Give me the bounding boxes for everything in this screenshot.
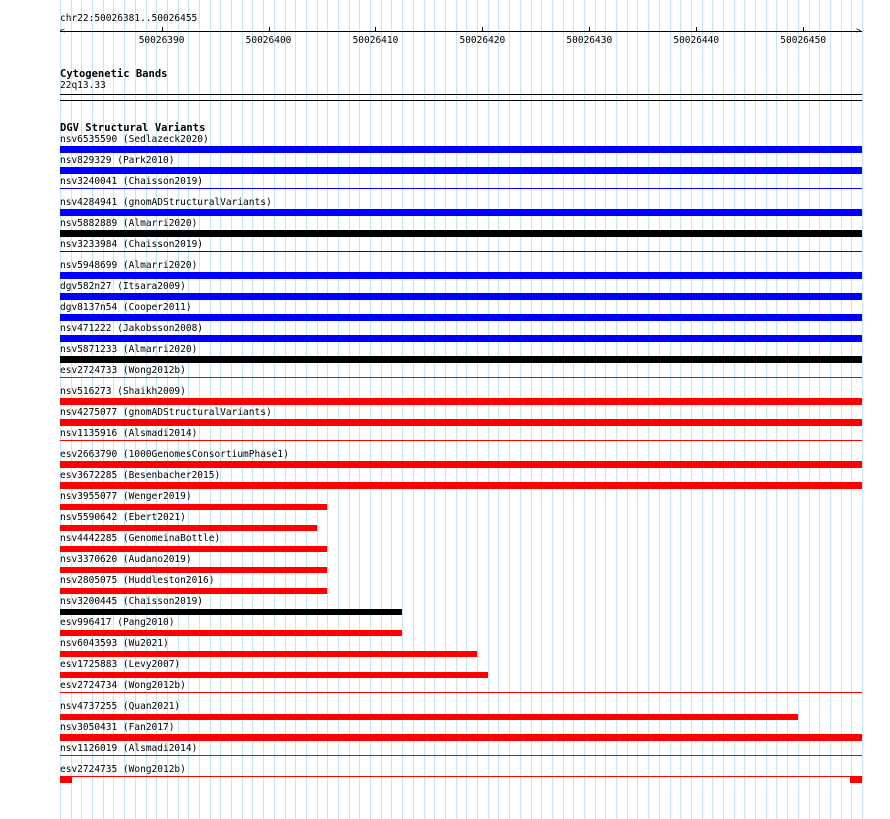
variant-end-block[interactable] [850,777,862,783]
variant-study: Almarri2020 [128,344,192,355]
grid-line [819,0,820,819]
variant-bar[interactable] [60,609,402,615]
variant-study: Almarri2020 [128,218,192,229]
variant-id: nsv6043593 [60,638,118,649]
grid-line [595,0,596,819]
grid-line [434,0,435,819]
grid-line [734,0,735,819]
variant-study: Chaisson2019 [128,176,198,187]
grid-line [274,0,275,819]
variant-id: nsv516273 [60,386,112,397]
variant-label[interactable]: nsv5948699 (Almarri2020) [60,260,198,271]
grid-line [798,0,799,819]
grid-line [755,0,756,819]
variant-study: Wu2021 [128,638,163,649]
variant-label[interactable]: nsv5871233 (Almarri2020) [60,344,198,355]
variant-study: GenomeinaBottle [128,533,215,544]
variant-label[interactable]: nsv4284941 (gnomADStructuralVariants) [60,197,272,208]
variant-study: Jakobsson2008 [122,323,198,334]
variant-label[interactable]: nsv3050431 (Fan2017) [60,722,175,733]
variant-id: nsv2805075 [60,575,118,586]
variant-label[interactable]: nsv516273 (Shaikh2009) [60,386,186,397]
variant-label[interactable]: nsv3370620 (Audano2019) [60,554,192,565]
variant-id: nsv4737255 [60,701,118,712]
variant-bar[interactable] [60,567,327,573]
grid-line [424,0,425,819]
variant-bar[interactable] [60,420,862,426]
grid-line [841,0,842,819]
grid-line [285,0,286,819]
variant-id: nsv3233984 [60,239,118,250]
ruler-tick-label: 50026450 [780,35,827,46]
variant-id: nsv3200445 [60,596,118,607]
variant-label[interactable]: nsv6535590 (Sedlazeck2020) [60,134,209,145]
grid-line [766,0,767,819]
variant-label[interactable]: nsv1126019 (Alsmadi2014) [60,743,198,754]
variant-study: gnomADStructuralVariants [128,407,266,418]
ruler-tick [482,27,483,32]
grid-line [520,0,521,819]
grid-line [670,0,671,819]
variant-span-line[interactable] [60,440,862,441]
grid-line [691,0,692,819]
variant-label[interactable]: esv2663790 (1000GenomesConsortiumPhase1) [60,449,289,460]
variant-study: gnomADStructuralVariants [128,197,266,208]
variant-id: nsv4284941 [60,197,118,208]
variant-study: Fan2017 [128,722,169,733]
variant-bar[interactable] [60,588,327,594]
variant-label[interactable]: nsv2805075 (Huddleston2016) [60,575,215,586]
track-divider [60,100,862,101]
variant-label[interactable]: nsv3240041 (Chaisson2019) [60,176,204,187]
grid-line [391,0,392,819]
variant-bar[interactable] [60,462,862,468]
grid-line [584,0,585,819]
variant-study: Wong2012b [128,680,181,691]
variant-study: Almarri2020 [128,260,192,271]
variant-study: Chaisson2019 [128,239,198,250]
variant-study: Besenbacher2015 [128,470,215,481]
variant-label[interactable]: esv2724733 (Wong2012b) [60,365,186,376]
grid-line [659,0,660,819]
variant-study: Wenger2019 [128,491,186,502]
ruler-tick-label: 50026390 [138,35,185,46]
variant-bar[interactable] [60,336,862,342]
variant-id: esv3672285 [60,470,118,481]
grid-line [851,0,852,819]
grid-line [317,0,318,819]
grid-line [466,0,467,819]
variant-id: nsv3050431 [60,722,118,733]
variant-id: nsv3370620 [60,554,118,565]
variant-study: Alsmadi2014 [128,743,192,754]
grid-line [402,0,403,819]
variant-label[interactable]: esv996417 (Pang2010) [60,617,175,628]
ruler-tick-label: 50026410 [352,35,399,46]
grid-line [648,0,649,819]
ruler-tick [696,27,697,32]
variant-bar[interactable] [60,357,862,363]
grid-line [381,0,382,819]
variant-start-block[interactable] [60,777,72,783]
variant-label[interactable]: esv2724735 (Wong2012b) [60,764,186,775]
ruler-tick [803,27,804,32]
variant-id: esv2724734 [60,680,118,691]
variant-id: nsv5948699 [60,260,118,271]
grid-line [680,0,681,819]
variant-span-line[interactable] [60,692,862,693]
variant-bar[interactable] [60,147,862,153]
grid-line [488,0,489,819]
grid-line [295,0,296,819]
grid-line [477,0,478,819]
variant-study: Sedlazeck2020 [128,134,204,145]
variant-span-line[interactable] [60,755,862,756]
variant-bar[interactable] [60,399,862,405]
ruler-tick [375,27,376,32]
grid-line [787,0,788,819]
grid-line [349,0,350,819]
variant-id: nsv5871233 [60,344,118,355]
grid-line [627,0,628,819]
grid-line [531,0,532,819]
variant-id: nsv1126019 [60,743,118,754]
ruler-axis [60,31,862,32]
grid-line [605,0,606,819]
variant-study: Wong2012b [128,764,181,775]
variant-study: Quan2021 [128,701,175,712]
variant-id: esv2663790 [60,449,118,460]
cytoband-label[interactable]: 22q13.33 [60,80,106,91]
variant-study: Alsmadi2014 [128,428,192,439]
grid-line [702,0,703,819]
variant-bar[interactable] [60,210,862,216]
ruler-location: chr22:50026381..50026455 [60,13,198,24]
grid-line [809,0,810,819]
grid-line [776,0,777,819]
grid-line [509,0,510,819]
variant-label[interactable]: nsv4442285 (GenomeinaBottle) [60,533,221,544]
grid-line [541,0,542,819]
variant-id: esv996417 [60,617,112,628]
variant-label[interactable]: nsv1135916 (Alsmadi2014) [60,428,198,439]
grid-line [723,0,724,819]
variant-study: Pang2010 [122,617,169,628]
variant-bar[interactable] [60,651,477,657]
grid-line [573,0,574,819]
ruler-tick-label: 50026430 [566,35,613,46]
ruler-tick-label: 50026420 [459,35,506,46]
grid-line [830,0,831,819]
variant-label[interactable]: nsv3233984 (Chaisson2019) [60,239,204,250]
ruler-tick [589,27,590,32]
cytoband-track-title[interactable]: Cytogenetic Bands [60,68,168,80]
variant-study: Levy2007 [128,659,175,670]
variant-label[interactable]: esv2724734 (Wong2012b) [60,680,186,691]
variant-id: nsv1135916 [60,428,118,439]
variant-id: nsv3955077 [60,491,118,502]
variant-bar[interactable] [60,294,862,300]
grid-line [359,0,360,819]
variant-label[interactable]: nsv5882889 (Almarri2020) [60,218,198,229]
variant-bar[interactable] [60,315,862,321]
ruler-tick-label: 50026400 [245,35,292,46]
variant-study: Audano2019 [128,554,186,565]
variant-id: nsv5882889 [60,218,118,229]
variant-id: esv2724733 [60,365,118,376]
variant-id: nsv3240041 [60,176,118,187]
variant-bar[interactable] [60,504,327,510]
grid-line [445,0,446,819]
grid-line [338,0,339,819]
grid-line [306,0,307,819]
ruler-tick [162,27,163,32]
variant-bar[interactable] [60,231,862,237]
variant-id: nsv6535590 [60,134,118,145]
variant-label[interactable]: nsv471222 (Jakobsson2008) [60,323,204,334]
variant-bar[interactable] [60,630,402,636]
variant-study: Cooper2011 [128,302,186,313]
variant-id: nsv4275077 [60,407,118,418]
grid-line [616,0,617,819]
variant-label[interactable]: nsv4737255 (Quan2021) [60,701,181,712]
variant-study: Chaisson2019 [128,596,198,607]
dgv-track-title[interactable]: DGV Structural Variants [60,122,206,134]
grid-line [413,0,414,819]
ruler-tick-label: 50026440 [673,35,720,46]
grid-line [862,0,863,819]
variant-id: nsv4442285 [60,533,118,544]
variant-bar[interactable] [60,273,862,279]
variant-study: Itsara2009 [122,281,181,292]
variant-label[interactable]: esv1725883 (Levy2007) [60,659,181,670]
variant-study: Park2010 [122,155,169,166]
grid-line [456,0,457,819]
variant-span-line[interactable] [60,377,862,378]
grid-line [744,0,745,819]
variant-label[interactable]: esv3672285 (Besenbacher2015) [60,470,221,481]
variant-bar[interactable] [60,525,317,531]
variant-span-line[interactable] [60,251,862,252]
variant-study: Huddleston2016 [128,575,209,586]
variant-bar[interactable] [60,168,862,174]
grid-line [712,0,713,819]
variant-bar[interactable] [60,735,862,741]
grid-line [370,0,371,819]
variant-label[interactable]: nsv6043593 (Wu2021) [60,638,169,649]
variant-study: Wong2012b [128,365,181,376]
variant-bar[interactable] [60,546,327,552]
variant-id: nsv5590642 [60,512,118,523]
variant-id: dgv582n27 [60,281,112,292]
cytoband-bar[interactable] [60,94,862,95]
variant-label[interactable]: nsv4275077 (gnomADStructuralVariants) [60,407,272,418]
variant-span-line[interactable] [60,188,862,189]
grid-line [563,0,564,819]
variant-span-line[interactable] [60,776,862,777]
variant-label[interactable]: nsv3200445 (Chaisson2019) [60,596,204,607]
variant-label[interactable]: nsv3955077 (Wenger2019) [60,491,192,502]
variant-id: dgv8137n54 [60,302,118,313]
variant-id: esv1725883 [60,659,118,670]
variant-label[interactable]: dgv8137n54 (Cooper2011) [60,302,192,313]
variant-id: nsv471222 [60,323,112,334]
variant-bar[interactable] [60,714,798,720]
variant-bar[interactable] [60,672,488,678]
variant-bar[interactable] [60,483,862,489]
variant-study: 1000GenomesConsortiumPhase1 [128,449,284,460]
variant-label[interactable]: nsv5590642 (Ebert2021) [60,512,186,523]
variant-study: Ebert2021 [128,512,181,523]
variant-label[interactable]: nsv829329 (Park2010) [60,155,175,166]
ruler-tick [269,27,270,32]
grid-line [498,0,499,819]
variant-id: nsv829329 [60,155,112,166]
grid-line [552,0,553,819]
variant-study: Shaikh2009 [122,386,181,397]
variant-id: esv2724735 [60,764,118,775]
variant-label[interactable]: dgv582n27 (Itsara2009) [60,281,186,292]
grid-line [327,0,328,819]
grid-line [637,0,638,819]
